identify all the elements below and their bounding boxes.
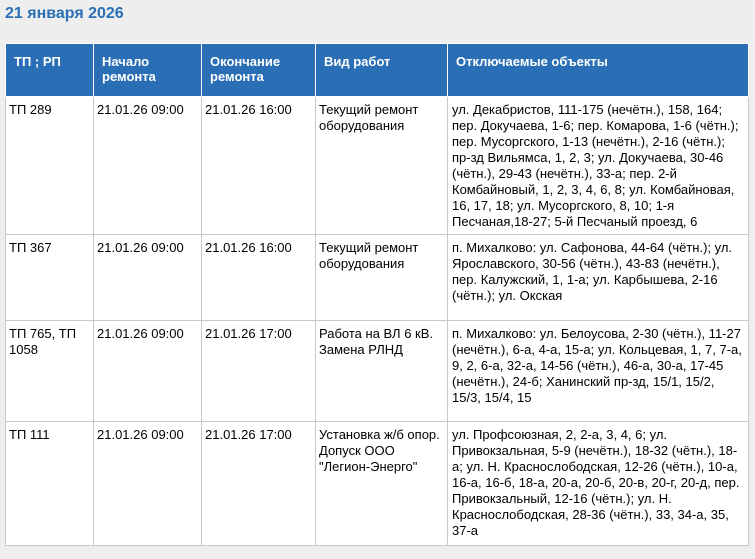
cell-objects: п. Михалково: ул. Белоусова, 2-30 (чётн.), 11-27 (нечётн.), 6-а, 4-а, 15-а; ул. Кольцевая, 1, 7, 7-а, 9, 2, 6-а, 32-а, 14-56 (чётн.), 46-а, 30-а, 17-45 (нечётн.), 24-б; Ханинский пр-зд, 15/1, 15/2, 15/3, 15/4, 15 [448,321,749,422]
cell-end: 21.01.26 17:00 [202,422,316,546]
table-row [6,422,749,546]
outage-table [5,43,749,546]
header-end: Окончание ремонта [202,44,316,97]
cell-work-type: Установка ж/б опор. Допуск ООО "Легион-Энерго" [316,422,448,546]
cell-end: 21.01.26 16:00 [202,97,316,235]
cell-work-type: Текущий ремонт оборудования [316,235,448,321]
cell-objects: ул. Декабристов, 111-175 (нечётн.), 158, 164; пер. Докучаева, 1-6; пер. Комарова, 1-6 (чётн.); пер. Мусоргского, 1-13 (нечётн.), 2-16 (чётн.); пр-зд Вильямса, 1, 2, 3; ул. Докучаева, 30-46 (чётн.), 29-43 (нечётн.), 33-а; пер. 2-й Комбайновый, 1, 2, 3, 4, 6, 8; ул. Комбайновая, 16, 17, 18; ул. Мусоргского, 8, 10; 1-я Песчаная,18-27; 5-й Песчаный проезд, 6 [448,97,749,235]
header-substation: ТП ; РП [6,44,94,97]
cell-substation: ТП 765, ТП 1058 [6,321,94,422]
cell-work-type: Текущий ремонт оборудования [316,97,448,235]
header-objects: Отключаемые объекты [448,44,749,97]
header-row [6,44,749,97]
cell-substation: ТП 367 [6,235,94,321]
table-header [6,44,749,97]
cell-start: 21.01.26 09:00 [94,422,202,546]
cell-end: 21.01.26 16:00 [202,235,316,321]
cell-end: 21.01.26 17:00 [202,321,316,422]
table-row [6,321,749,422]
table-row [6,97,749,235]
header-start: Начало ремонта [94,44,202,97]
cell-start: 21.01.26 09:00 [94,97,202,235]
table-row [6,235,749,321]
cell-objects: ул. Профсоюзная, 2, 2-а, 3, 4, 6; ул. Привокзальная, 5-9 (нечётн.), 18-32 (чётн.), 18-а; ул. Н. Краснослободская, 12-26 (чётн.), 10-а, 16-а, 16-б, 18-а, 20-а, 20-б, 20-в, 20-г, 20-д, пер. Привокзальный, 12-16 (чётн.); ул. Н. Краснослободская, 28-36 (чётн.), 33, 34-а, 35, 37-а [448,422,749,546]
cell-substation: ТП 289 [6,97,94,235]
cell-substation: ТП 111 [6,422,94,546]
cell-work-type: Работа на ВЛ 6 кВ. Замена РЛНД [316,321,448,422]
cell-start: 21.01.26 09:00 [94,321,202,422]
header-work-type: Вид работ [316,44,448,97]
page-title: 21 января 2026 [5,5,124,22]
cell-objects: п. Михалково: ул. Сафонова, 44-64 (чётн.); ул. Ярославского, 30-56 (чётн.), 43-83 (нечётн.), пер. Калужский, 1, 1-а; ул. Карбышева, 2-16 (чётн.); ул. Окская [448,235,749,321]
cell-start: 21.01.26 09:00 [94,235,202,321]
